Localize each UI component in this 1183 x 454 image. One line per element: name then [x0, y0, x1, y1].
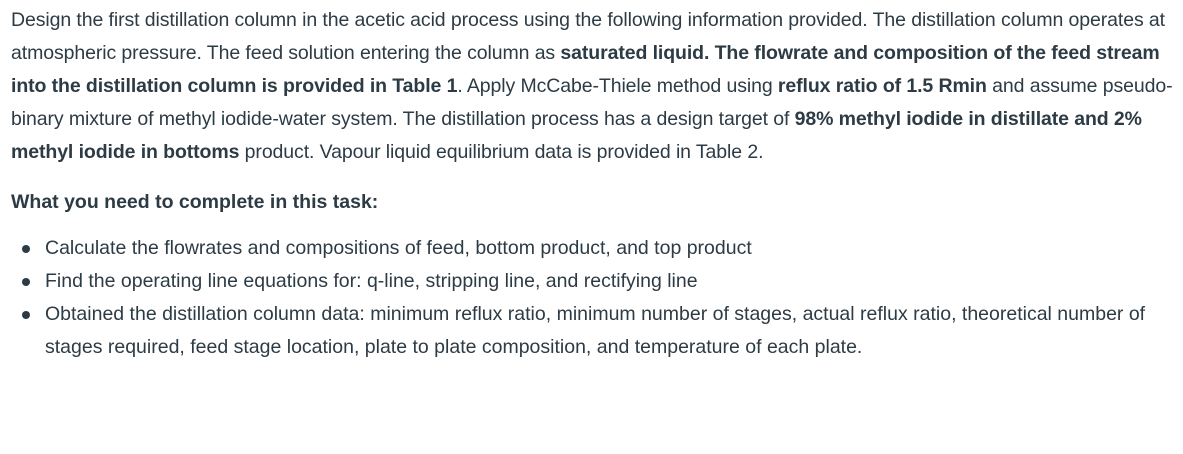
- task-item: Find the operating line equations for: q-line, stripping line, and rectifying line: [11, 265, 1176, 298]
- task-item: Obtained the distillation column data: minimum reflux ratio, minimum number of stages, actual reflux ratio, theoretical number of stages required, feed stage location, plate to plate composition, and temperature of each plate.: [11, 298, 1176, 364]
- intro-text-3: and assume pseudo-binary mixture of methyl iodide-water system. The distillation process has a design target of: [11, 75, 1173, 130]
- intro-text-1: Design the first distillation column in the acetic acid process using the following information provided. The distillation column operates at atmospheric pressure. The feed solution entering the column as: [11, 9, 1165, 64]
- intro-bold-target: 98% methyl iodide in distillate and 2% methyl iodide in bottoms: [11, 108, 1142, 163]
- intro-text-2: . Apply McCabe-Thiele method using: [457, 75, 778, 97]
- intro-text-4: product. Vapour liquid equilibrium data is provided in Table 2.: [239, 141, 764, 163]
- task-heading: What you need to complete in this task:: [11, 191, 379, 213]
- task-item: Calculate the flowrates and compositions of feed, bottom product, and top product: [11, 232, 1176, 265]
- intro-paragraph: [11, 4, 1176, 169]
- intro-bold-reflux: reflux ratio of 1.5 Rmin: [777, 75, 987, 97]
- assignment-content: [11, 4, 1176, 364]
- intro-bold-feed: saturated liquid. The flowrate and composition of the feed stream into the distillation column is provided in Table 1: [11, 42, 1160, 97]
- task-list: [11, 232, 1176, 364]
